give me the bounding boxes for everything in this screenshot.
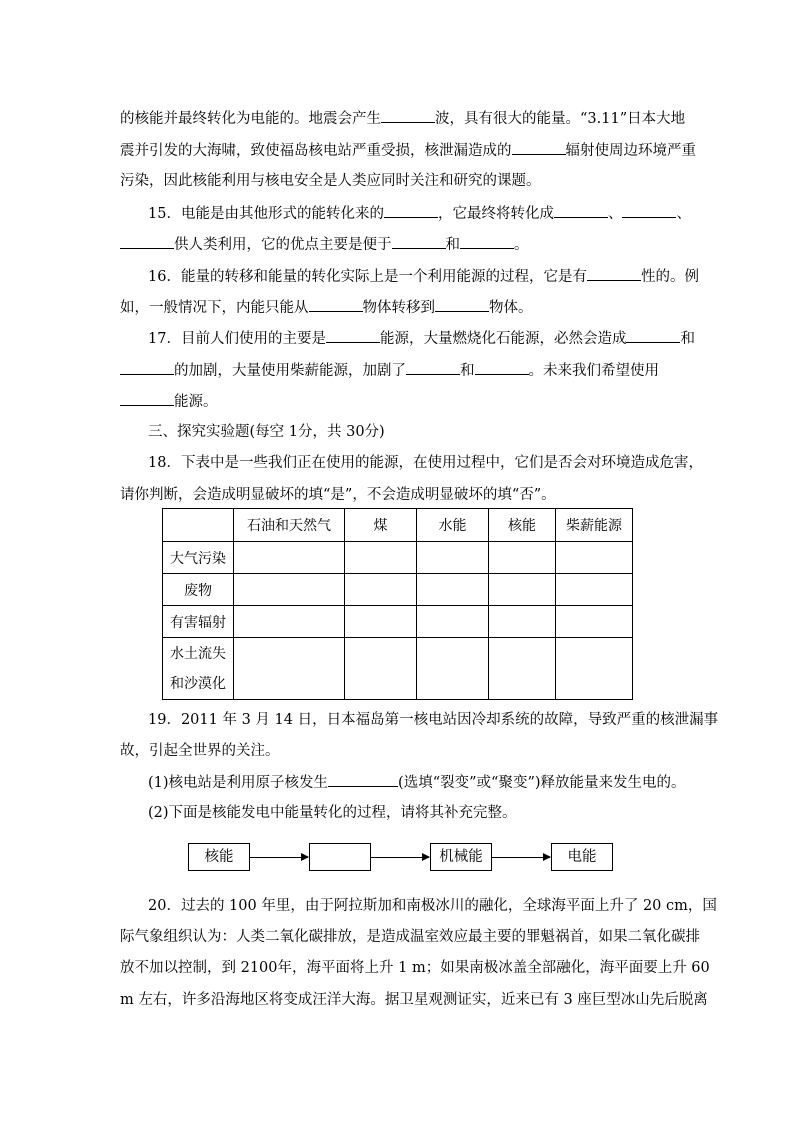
table-row bbox=[163, 638, 633, 700]
answer-cell[interactable] bbox=[345, 574, 417, 606]
text: 辐射使周边环境严重 bbox=[565, 143, 696, 159]
row-label: 有害辐射 bbox=[163, 606, 234, 638]
text: 物体。 bbox=[489, 300, 533, 316]
flow-arrow bbox=[250, 857, 308, 858]
table-header-cell bbox=[163, 509, 234, 542]
text: 。未来我们希望使用 bbox=[528, 363, 659, 379]
text: 震并引发的大海啸，致使福岛核电站严重受损，核泄漏造成的 bbox=[120, 143, 512, 159]
q16-line-1 bbox=[148, 266, 699, 287]
text: 的加剧，大量使用柴薪能源，加剧了 bbox=[174, 363, 406, 379]
answer-cell[interactable] bbox=[489, 606, 556, 638]
energy-table bbox=[162, 508, 633, 700]
answer-blank[interactable] bbox=[626, 328, 680, 343]
q20-line-4: m 左右，许多沿海地区将变成汪洋大海。据卫星观测证实，近来已有 3 座巨型冰山先后脱离 bbox=[120, 992, 708, 1008]
text: 能源，大量燃烧化石能源，必然会造成 bbox=[379, 331, 627, 347]
answer-blank[interactable] bbox=[587, 266, 641, 281]
q17-line-2 bbox=[120, 360, 659, 381]
row-label: 废物 bbox=[163, 574, 234, 606]
flow-arrow bbox=[371, 857, 429, 858]
answer-cell[interactable] bbox=[234, 574, 345, 606]
answer-blank[interactable] bbox=[392, 234, 446, 249]
answer-blank[interactable] bbox=[435, 297, 489, 312]
table-header-cell: 核能 bbox=[489, 509, 556, 542]
text: 15．电能是由其他形式的能转化来的 bbox=[148, 206, 384, 222]
table-header-cell: 煤 bbox=[345, 509, 417, 542]
text: 和 bbox=[445, 237, 460, 253]
answer-cell[interactable] bbox=[417, 606, 489, 638]
table-row bbox=[163, 542, 633, 574]
row-label bbox=[163, 638, 234, 700]
answer-blank[interactable] bbox=[326, 328, 380, 343]
text: 和 bbox=[460, 363, 475, 379]
q15-line-1 bbox=[148, 203, 691, 224]
answer-cell[interactable] bbox=[234, 606, 345, 638]
answer-cell[interactable] bbox=[489, 638, 556, 700]
text: ，它最终将转化成 bbox=[437, 206, 554, 222]
q18-line-2: 请你判断，会造成明显破坏的填“是”，不会造成明显破坏的填“否”。 bbox=[120, 487, 556, 503]
text: 波，具有很大的能量。“3.11”日本大地 bbox=[435, 111, 686, 127]
table-row bbox=[163, 606, 633, 638]
text: 如，一般情况下，内能只能从 bbox=[120, 300, 309, 316]
answer-cell[interactable] bbox=[234, 638, 345, 700]
answer-blank[interactable] bbox=[381, 108, 435, 123]
q16-line-2 bbox=[120, 297, 533, 318]
answer-cell[interactable] bbox=[556, 542, 633, 574]
table-header-cell: 柴薪能源 bbox=[556, 509, 633, 542]
q19-line-1: 19．2011 年 3 月 14 日，日本福岛第一核电站因冷却系统的故障，导致严重的核泄漏事 bbox=[148, 712, 719, 728]
text: (选填“裂变”或“聚变”)释放能量来发生电的。 bbox=[398, 775, 686, 791]
answer-blank[interactable] bbox=[120, 391, 174, 406]
answer-blank[interactable] bbox=[460, 234, 514, 249]
text: 物体转移到 bbox=[362, 300, 435, 316]
answer-blank[interactable] bbox=[309, 297, 363, 312]
q17-line-1 bbox=[148, 328, 695, 349]
q17-line-3 bbox=[120, 391, 218, 412]
text: 性的。例 bbox=[640, 269, 699, 285]
text: 16．能量的转移和能量的转化实际上是一个利用能源的过程，它是有 bbox=[148, 269, 587, 285]
q19-line-2: 故，引起全世界的关注。 bbox=[120, 743, 280, 759]
text: (1)核电站是利用原子核发生 bbox=[148, 775, 329, 791]
answer-blank[interactable] bbox=[512, 140, 566, 155]
answer-blank[interactable] bbox=[554, 203, 608, 218]
flow-arrow bbox=[492, 857, 550, 858]
answer-cell[interactable] bbox=[345, 542, 417, 574]
table-header-cell: 石油和天然气 bbox=[234, 509, 345, 542]
row-label-line: 和沙漠化 bbox=[170, 675, 226, 692]
q20-line-2: 际气象组织认为：人类二氧化碳排放，是造成温室效应最主要的罪魁祸首，如果二氧化碳排 bbox=[120, 929, 700, 945]
row-label: 大气污染 bbox=[163, 542, 234, 574]
q20-line-3: 放不加以控制，到 2100年，海平面将上升 1 m；如果南极冰盖全部融化，海平面要上升 60 bbox=[120, 960, 710, 976]
row-label-line: 水土流失 bbox=[170, 645, 226, 662]
answer-cell[interactable] bbox=[556, 574, 633, 606]
answer-cell[interactable] bbox=[489, 574, 556, 606]
answer-cell[interactable] bbox=[345, 638, 417, 700]
q20-line-1: 20．过去的 100 年里，由于阿拉斯加和南极冰川的融化，全球海平面上升了 20 cm，国 bbox=[148, 898, 717, 914]
text: 、 bbox=[676, 206, 691, 222]
q15-line-2 bbox=[120, 234, 529, 255]
text: 供人类利用，它的优点主要是便于 bbox=[174, 237, 392, 253]
text: 。 bbox=[514, 237, 529, 253]
table-row bbox=[163, 574, 633, 606]
flow-box-nuclear: 核能 bbox=[188, 843, 250, 871]
answer-cell[interactable] bbox=[417, 542, 489, 574]
answer-cell[interactable] bbox=[556, 638, 633, 700]
text: 和 bbox=[680, 331, 695, 347]
answer-cell[interactable] bbox=[345, 606, 417, 638]
text: 17．目前人们使用的主要是 bbox=[148, 331, 326, 347]
answer-blank[interactable] bbox=[120, 234, 174, 249]
q14-line-3: 污染，因此核能利用与核电安全是人类应同时关注和研究的课题。 bbox=[120, 173, 541, 189]
table-header-cell: 水能 bbox=[417, 509, 489, 542]
answer-cell[interactable] bbox=[556, 606, 633, 638]
text: 能源。 bbox=[174, 394, 218, 410]
section-heading: 三、探究实验题(每空 1分，共 30分) bbox=[148, 424, 385, 440]
q18-line-1: 18．下表中是一些我们正在使用的能源，在使用过程中，它们是否会对环境造成危害， bbox=[148, 455, 703, 471]
answer-blank[interactable] bbox=[622, 203, 676, 218]
flow-box-mechanical: 机械能 bbox=[430, 843, 492, 871]
flow-box-electric: 电能 bbox=[551, 843, 613, 871]
text: 、 bbox=[607, 206, 623, 222]
table-header-row bbox=[163, 509, 633, 542]
text: 的核能并最终转化为电能的。地震会产生 bbox=[120, 111, 381, 127]
answer-blank[interactable] bbox=[120, 360, 174, 375]
answer-cell[interactable] bbox=[234, 542, 345, 574]
answer-blank[interactable] bbox=[384, 203, 438, 218]
flow-box-blank[interactable] bbox=[309, 843, 371, 871]
answer-blank[interactable] bbox=[406, 360, 460, 375]
answer-blank[interactable] bbox=[328, 772, 398, 787]
q14-line-1 bbox=[120, 108, 685, 129]
q19-part-2: (2)下面是核能发电中能量转化的过程，请将其补充完整。 bbox=[148, 805, 517, 821]
q19-part-1 bbox=[148, 772, 686, 793]
answer-cell[interactable] bbox=[417, 638, 489, 700]
answer-cell[interactable] bbox=[489, 542, 556, 574]
answer-blank[interactable] bbox=[475, 360, 529, 375]
answer-cell[interactable] bbox=[417, 574, 489, 606]
q14-line-2 bbox=[120, 140, 696, 161]
